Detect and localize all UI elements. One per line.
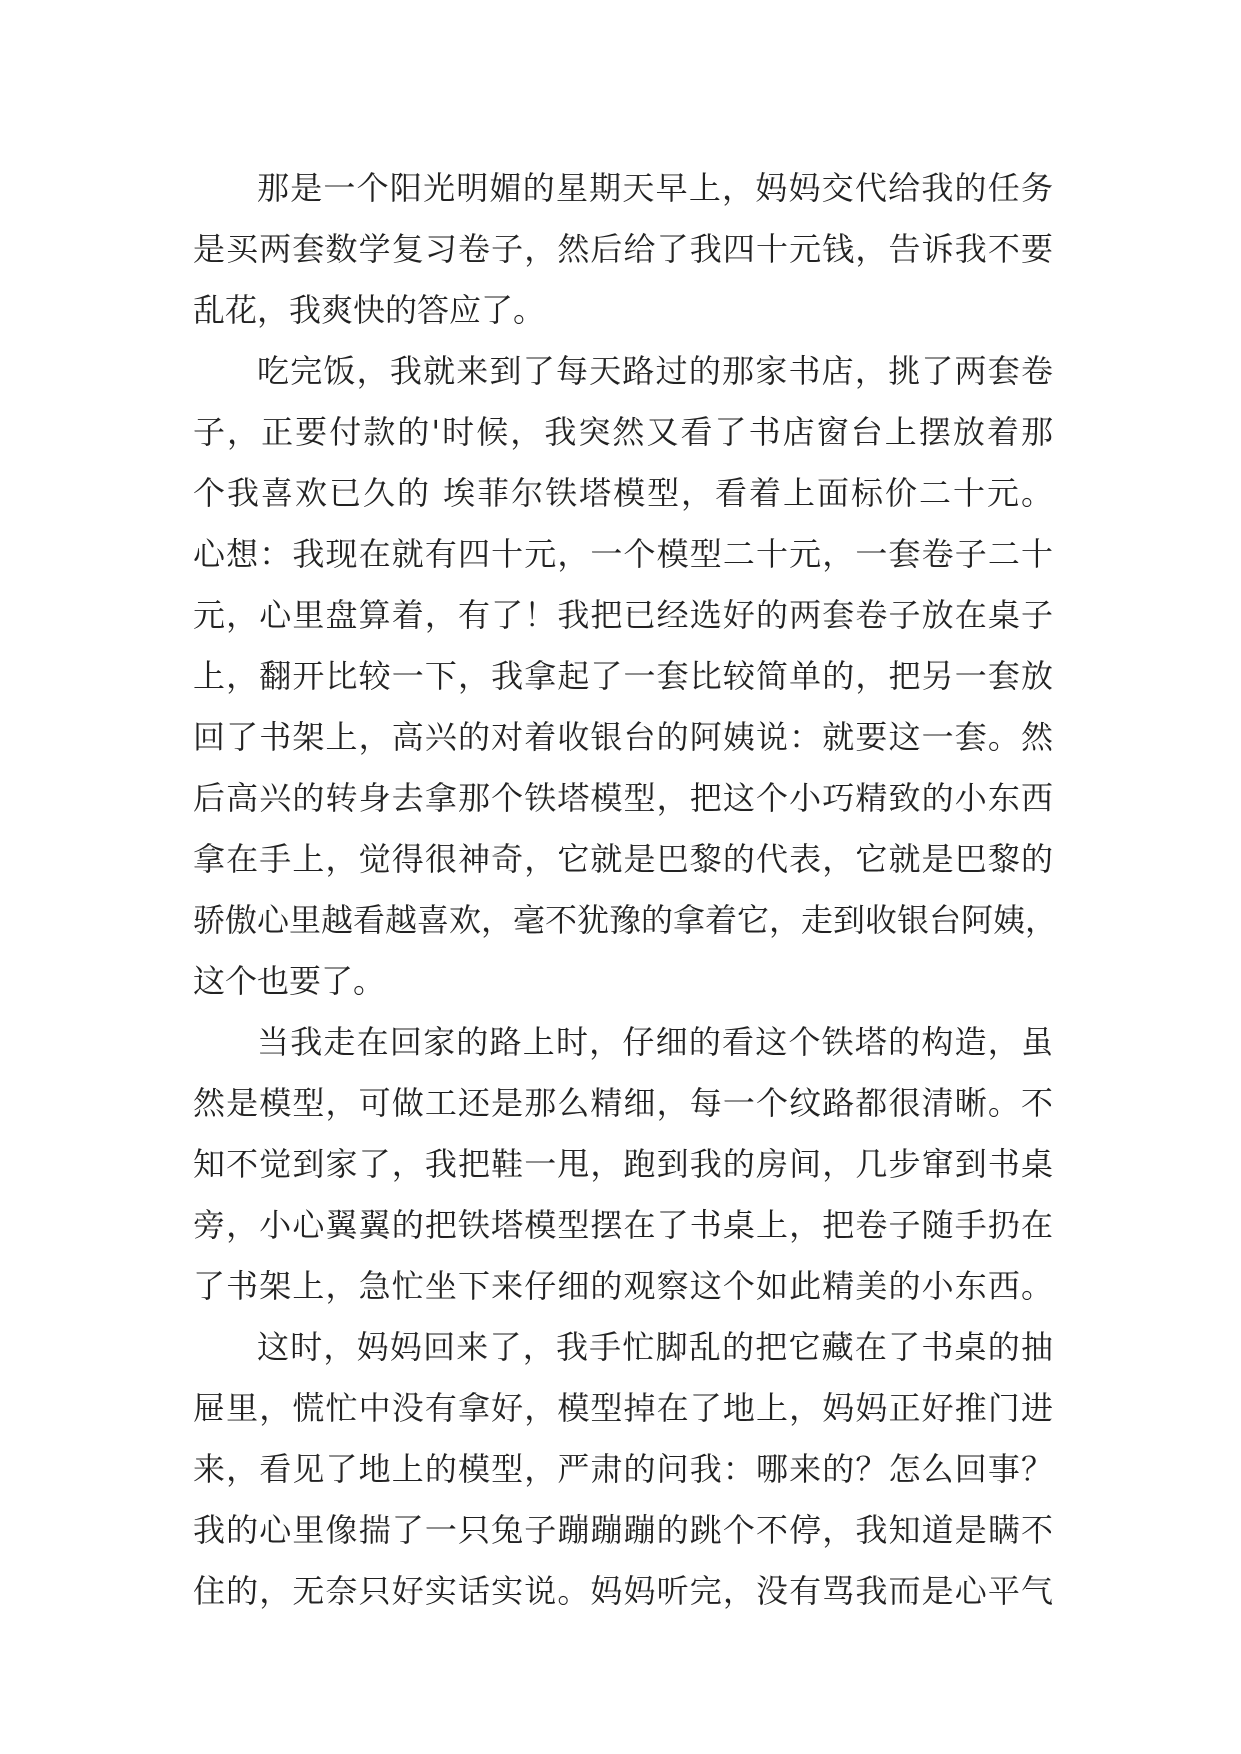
- text-line: 屉里，慌忙中没有拿好，模型掉在了地上，妈妈正好推门进: [193, 1389, 1053, 1427]
- text-line: 回了书架上，高兴的对着收银台的阿姨说：就要这一套。然: [193, 718, 1053, 756]
- text-line: 心想：我现在就有四十元，一个模型二十元，一套卷子二十: [193, 535, 1053, 573]
- body-text: [193, 158, 1058, 1622]
- text-line: 然是模型，可做工还是那么精细，每一个纹路都很清晰。不: [193, 1084, 1053, 1122]
- paragraph-1: [193, 158, 1053, 341]
- text-line: 子，正要付款的'时候，我突然又看了书店窗台上摆放着那: [193, 413, 1053, 451]
- text-line: 那是一个阳光明媚的星期天早上，妈妈交代给我的任务: [257, 169, 1053, 207]
- text-line: 我的心里像揣了一只兔子蹦蹦蹦的跳个不停，我知道是瞒不: [193, 1511, 1053, 1549]
- text-line: 乱花，我爽快的答应了。: [193, 291, 546, 329]
- text-line: 后高兴的转身去拿那个铁塔模型，把这个小巧精致的小东西: [193, 779, 1053, 817]
- text-line: 当我走在回家的路上时，仔细的看这个铁塔的构造，虽: [257, 1023, 1053, 1061]
- text-line: 拿在手上，觉得很神奇，它就是巴黎的代表，它就是巴黎的: [193, 840, 1053, 878]
- text-line: 知不觉到家了，我把鞋一甩，跑到我的房间，几步窜到书桌: [193, 1145, 1053, 1183]
- text-line: 这个也要了。: [193, 962, 386, 1000]
- paragraph-3: [193, 1012, 1053, 1317]
- text-line: 吃完饭，我就来到了每天路过的那家书店，挑了两套卷: [257, 352, 1053, 390]
- paragraph-4: [193, 1317, 1053, 1622]
- text-line: 个我喜欢已久的 埃菲尔铁塔模型，看着上面标价二十元。: [193, 474, 1053, 512]
- text-line: 元，心里盘算着，有了！我把已经选好的两套卷子放在桌子: [193, 596, 1053, 634]
- text-line: 住的，无奈只好实话实说。妈妈听完，没有骂我而是心平气: [193, 1572, 1053, 1610]
- text-line: 了书架上，急忙坐下来仔细的观察这个如此精美的小东西。: [193, 1267, 1053, 1305]
- paragraph-2: [193, 341, 1058, 1012]
- text-line: 旁，小心翼翼的把铁塔模型摆在了书桌上，把卷子随手扔在: [193, 1206, 1053, 1244]
- text-line: 上，翻开比较一下，我拿起了一套比较简单的，把另一套放: [193, 657, 1053, 695]
- text-line: 骄傲心里越看越喜欢，毫不犹豫的拿着它，走到收银台阿姨，: [193, 901, 1058, 939]
- text-line: 这时，妈妈回来了，我手忙脚乱的把它藏在了书桌的抽: [257, 1328, 1053, 1366]
- text-line: 是买两套数学复习卷子，然后给了我四十元钱，告诉我不要: [193, 230, 1053, 268]
- text-line: 来，看见了地上的模型，严肃的问我：哪来的？怎么回事？: [193, 1450, 1053, 1488]
